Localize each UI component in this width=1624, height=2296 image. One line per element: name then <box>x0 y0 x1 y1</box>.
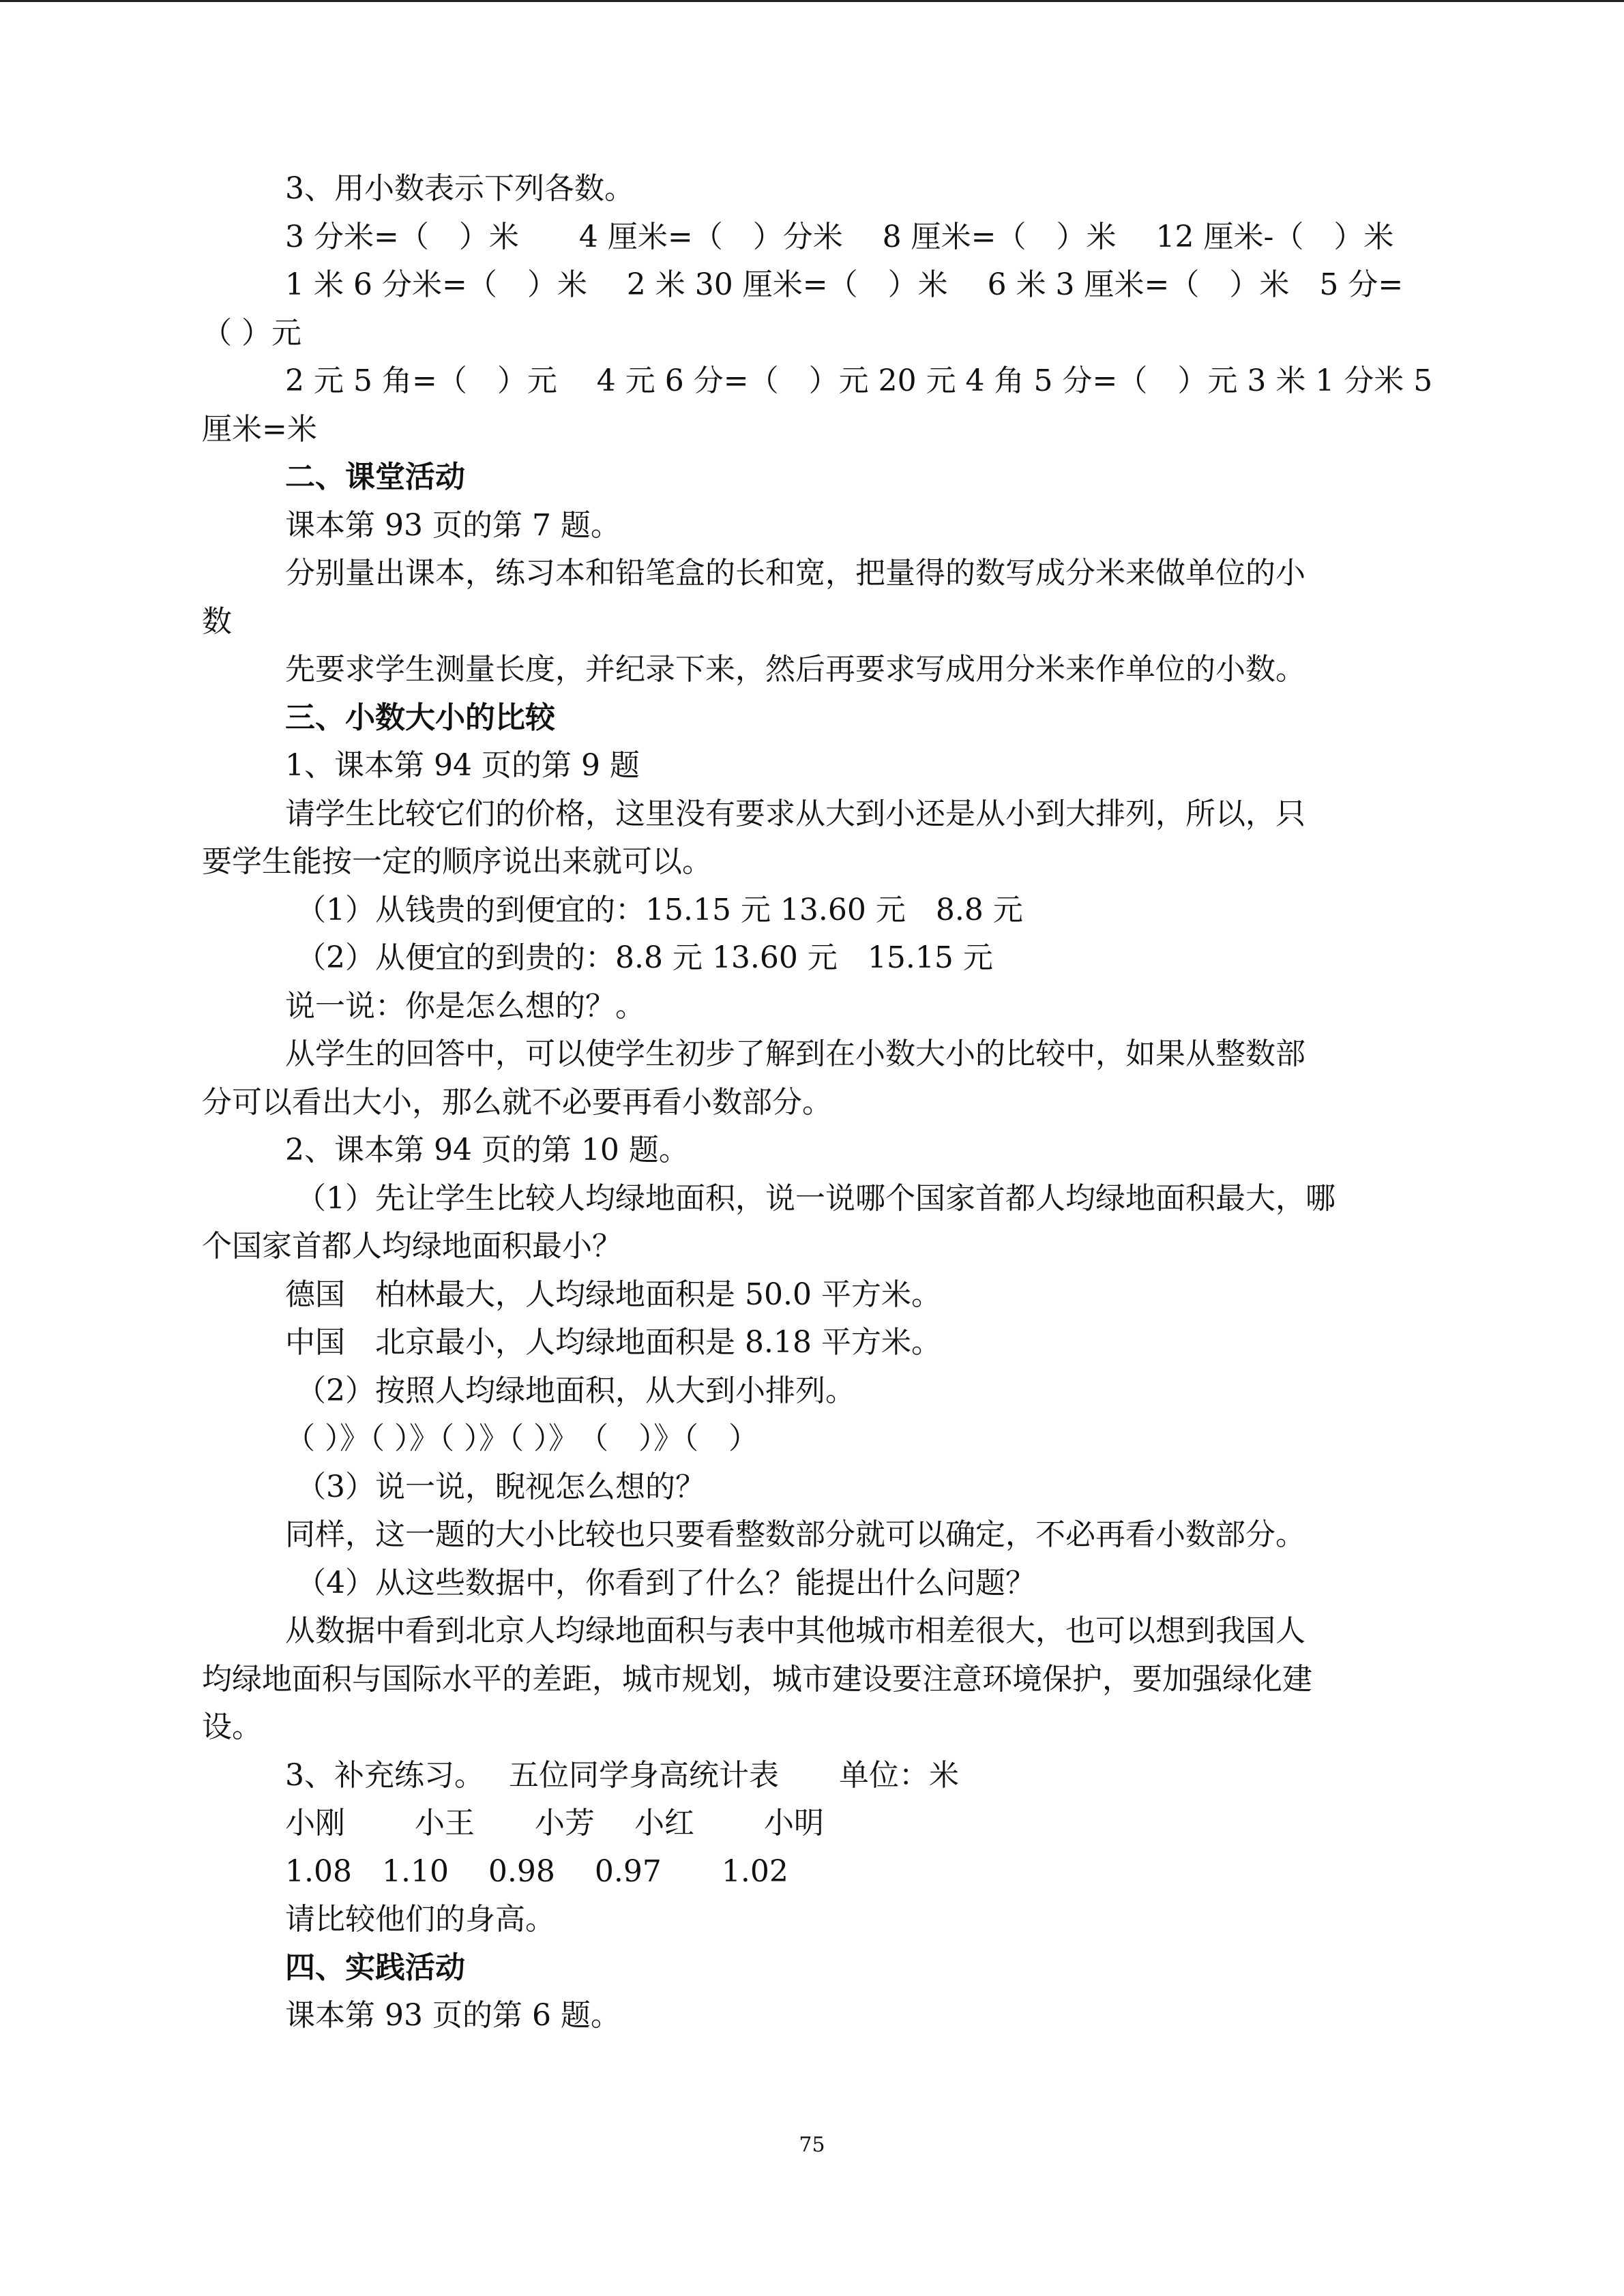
paragraph-line: 请学生比较它们的价格，这里没有要求从大到小还是从小到大排列，所以，只 <box>285 796 1305 831</box>
exercise-3-row-1: 3 分米=（ ）米 4 厘米=（ ）分米 8 厘米=（ ）米 12 厘米-（ ）米 <box>285 219 1394 254</box>
paragraph-line: 课本第 93 页的第 6 题。 <box>285 1998 621 2033</box>
page-number: 75 <box>799 2133 825 2157</box>
height-table-values: 1.08 1.10 0.98 0.97 1.02 <box>285 1853 788 1889</box>
paragraph-line: 课本第 93 页的第 7 题。 <box>285 507 621 543</box>
height-table-names: 小刚 小王 小芳 小红 小明 <box>285 1806 824 1840</box>
paragraph-line: 请比较他们的身高。 <box>285 1902 555 1937</box>
paragraph-line: 1、课本第 94 页的第 9 题 <box>285 748 640 783</box>
paragraph-line: （4）从这些数据中，你看到了什么？能提出什么问题？ <box>296 1565 1035 1600</box>
paragraph-line: 个国家首都人均绿地面积最小？ <box>202 1229 622 1264</box>
paragraph-line: 分可以看出大小，那么就不必要再看小数部分。 <box>202 1084 832 1120</box>
document-body <box>202 165 1433 2040</box>
section-heading-decimal-comparison: 三、小数大小的比较 <box>285 700 555 735</box>
paragraph-line: （ ）》（ ）》（ ）》（ ）》 （ ）》（ ） <box>285 1421 758 1456</box>
paragraph-line: 德国 柏林最大，人均绿地面积是 50.0 平方米。 <box>285 1277 941 1312</box>
paragraph-line: 说一说：你是怎么想的？。 <box>285 988 645 1024</box>
exercise-3-heading: 3、用小数表示下列各数。 <box>285 171 634 206</box>
top-border-rule <box>0 0 1624 2</box>
paragraph-line: 要学生能按一定的顺序说出来就可以。 <box>202 844 712 879</box>
paragraph-line: 中国 北京最小，人均绿地面积是 8.18 平方米。 <box>285 1325 941 1360</box>
paragraph-line: 分别量出课本，练习本和铅笔盒的长和宽，把量得的数写成分米来做单位的小 <box>285 556 1305 591</box>
section-heading-practice-activity: 四、实践活动 <box>285 1950 465 1985</box>
paragraph-line: （1）从钱贵的到便宜的：15.15 元 13.60 元 8.8 元 <box>296 892 1023 927</box>
paragraph-line: 从数据中看到北京人均绿地面积与表中其他城市相差很大，也可以想到我国人 <box>285 1613 1305 1648</box>
paragraph-line: 同样，这一题的大小比较也只要看整数部分就可以确定，不必再看小数部分。 <box>285 1517 1305 1552</box>
paragraph-line: 数 <box>202 603 232 639</box>
paragraph-line: （3）说一说，睨视怎么想的？ <box>296 1469 705 1504</box>
paragraph-line: （1）先让学生比较人均绿地面积，说一说哪个国家首都人均绿地面积最大，哪 <box>296 1180 1335 1216</box>
exercise-3-row-2: 1 米 6 分米=（ ）米 2 米 30 厘米=（ ）米 6 米 3 厘米=（ ）米 5 分= <box>285 267 1404 302</box>
exercise-3-row-3: 2 元 5 角=（ ）元 4 元 6 分=（ ）元 20 元 4 角 5 分=（ ）元 3 米 1 分米 5 <box>285 363 1433 398</box>
exercise-3-row-2-continued: （ ）元 <box>202 315 301 351</box>
paragraph-line: （2）从便宜的到贵的：8.8 元 13.60 元 15.15 元 <box>296 940 993 975</box>
paragraph-line: 均绿地面积与国际水平的差距，城市规划，城市建设要注意环境保护，要加强绿化建 <box>202 1661 1312 1697</box>
paragraph-line: 设。 <box>202 1710 262 1744</box>
exercise-3-row-3-continued: 厘米=米 <box>202 411 317 447</box>
paragraph-line: （2）按照人均绿地面积，从大到小排列。 <box>296 1373 855 1408</box>
paragraph-line: 3、补充练习。 五位同学身高统计表 单位：米 <box>285 1757 959 1793</box>
paragraph-line: 先要求学生测量长度，并纪录下来，然后再要求写成用分米来作单位的小数。 <box>285 652 1305 687</box>
paragraph-line: 2、课本第 94 页的第 10 题。 <box>285 1133 689 1167</box>
paragraph-line: 从学生的回答中，可以使学生初步了解到在小数大小的比较中，如果从整数部 <box>285 1037 1305 1071</box>
section-heading-classroom-activity: 二、课堂活动 <box>285 460 465 494</box>
